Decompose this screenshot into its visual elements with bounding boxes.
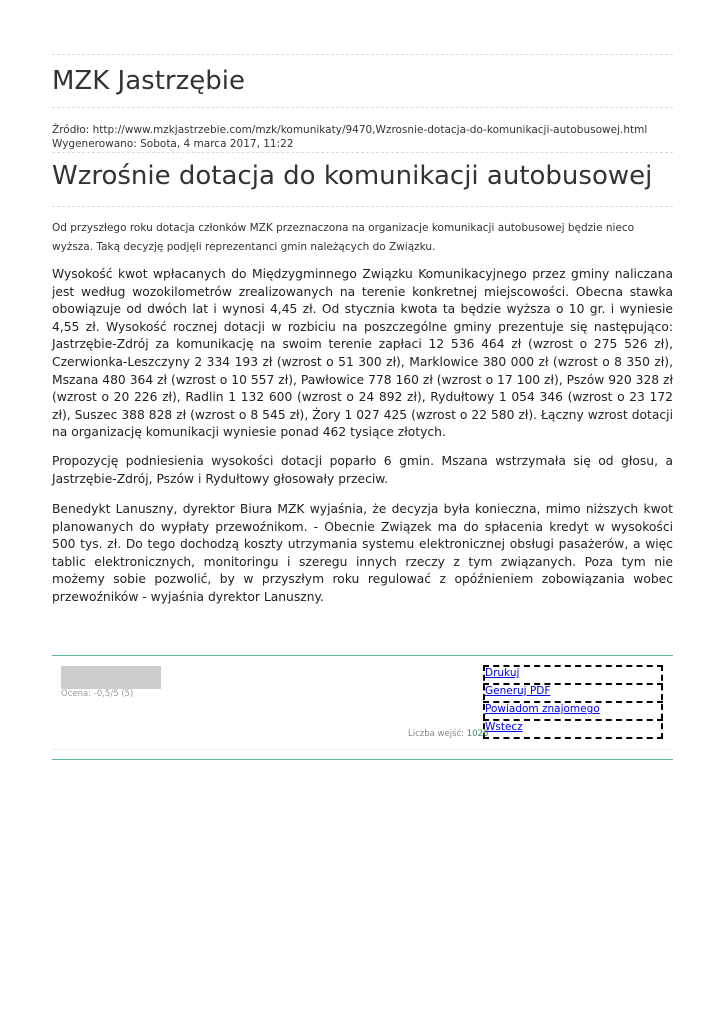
title-divider	[52, 206, 673, 207]
site-title: MZK Jastrzębie	[52, 66, 245, 96]
visits-count: 1026	[466, 729, 489, 739]
source-line: Źródło: http://www.mzkjastrzebie.com/mzk/komunikaty/9470,Wzrosnie-dotacja-do-komunikacji-autobusowej.html	[52, 124, 648, 136]
header-divider	[52, 107, 673, 108]
notify-friend-link[interactable]: Powiadom znajomego	[485, 703, 600, 715]
top-divider	[52, 54, 673, 55]
back-link[interactable]: Wstecz	[485, 721, 523, 733]
rating-text: Ocena: -0,5/5 (5)	[61, 689, 134, 699]
meta-divider	[52, 152, 673, 153]
generate-pdf-link[interactable]: Generuj PDF	[485, 685, 551, 697]
article-paragraph-2: Propozycję podniesienia wysokości dotacji poparło 6 gmin. Mszana wstrzymała się od głosu, a Jastrzębie-Zdrój, Pszów i Rydułtowy głosowały przeciw.	[52, 454, 673, 486]
article-paragraph-3: Benedykt Lanuszny, dyrektor Biura MZK wyjaśnia, że decyzja była konieczna, mimo niższych kwot planowanych do wypłaty przewoźnikom. - Obecnie Związek ma do spłacenia kredyt w wysokości 500 tys. zł. Do tego dochodzą koszty utrzymania systemu elektronicznej obsługi pasażerów, a więc tablic elektronicznych, monitoringu i szeregu innych rzeczy z tym związanych. Poza tym nie możemy sobie pozwolić, by w przyszłym roku regulować z opóźnieniem zobowiązania wobec przewoźników - wyjaśnia dyrektor Lanuszny.	[52, 502, 673, 604]
generated-line: Wygenerowano: Sobota, 4 marca 2017, 11:22	[52, 138, 294, 150]
visits-label: Liczba wejść:	[408, 729, 465, 739]
visit-counter	[408, 729, 488, 739]
article-title: Wzrośnie dotacja do komunikacji autobusowej	[52, 161, 653, 191]
footer-inner-divider	[52, 749, 673, 750]
rating-stars[interactable]	[61, 666, 161, 689]
print-link[interactable]: Drukuj	[485, 667, 520, 679]
article-lead: Od przyszłego roku dotacja członków MZK przeznaczona na organizacje komunikacji autobusowej będzie nieco wyższa. Taką decyzję podjęli reprezentanci gmin należących do Związku.	[52, 222, 635, 253]
article-paragraph-1: Wysokość kwot wpłacanych do Międzygminnego Związku Komunikacyjnego przez gminy naliczana jest według wozokilometrów zrealizowanych na terenie konkretnej miejscowości. Obecna stawka obowiązuje od dwóch lat i wynosi 4,45 zł. Od stycznia kwota ta będzie wyższa o 10 gr. i wyniesie 4,55 zł. Wysokość rocznej dotacji w rozbiciu na poszczególne gminy prezentuje się następująco: Jastrzębie-Zdrój za komunikację na swoim terenie zapłaci 12 536 464 zł (wzrost o 275 526 zł), Czerwionka-Leszczyny 2 334 193 zł (wzrost o 51 300 zł), Marklowice 380 000 zł (wzrost o 8 350 zł), Mszana 480 364 zł (wzrost o 10 557 zł), Pawłowice 778 160 zł (wzrost o 17 100 zł), Pszów 920 328 zł (wzrost o 20 226 zł), Radlin 1 132 600 (wzrost o 24 892 zł), Rydułtowy 1 054 346 (wzrost o 23 172 zł), Suszec 388 828 zł (wzrost o 8 545 zł), Żory 1 027 425 (wzrost o 22 580 zł). Łączny wzrost dotacji na organizację komunikacji wyniesie ponad 462 tysiące złotych.	[52, 267, 673, 440]
footer-top-divider	[52, 655, 673, 656]
footer-bottom-divider	[52, 759, 673, 760]
meta-block	[52, 123, 647, 151]
